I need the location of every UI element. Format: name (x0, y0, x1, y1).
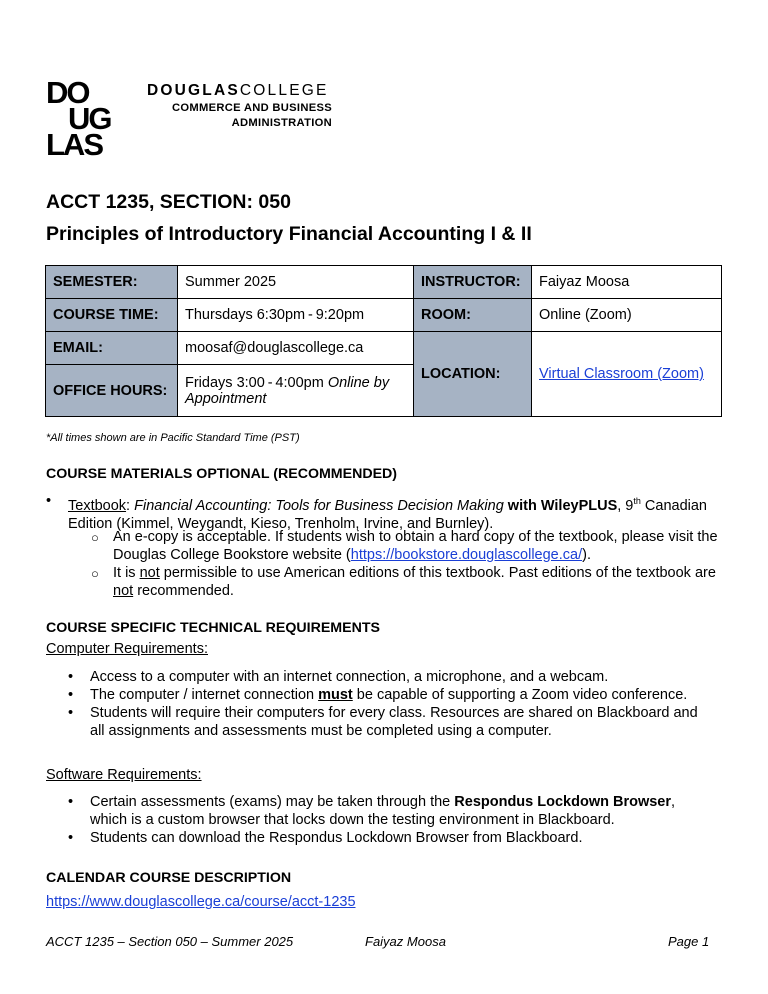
course-info-table (45, 265, 722, 417)
computer-req-1: Access to a computer with an internet connection, a microphone, and a webcam. (90, 669, 609, 685)
editions-item: It is not permissible to use American editions of this textbook. Past editions of the textbook are not recommended. (113, 565, 716, 599)
computer-req-3: Students will require their computers for every class. Resources are shared on Blackboard and all assignments and assessments must be completed using a computer. (90, 705, 698, 739)
logo-mark-line: DO (46, 75, 89, 110)
logo-mark (46, 75, 126, 162)
bullet-icon: • (68, 794, 74, 810)
bullet-icon: • (46, 493, 52, 509)
tech-heading: COURSE SPECIFIC TECHNICAL REQUIREMENTS (46, 620, 380, 636)
email-value: moosaf@douglascollege.ca (178, 332, 414, 365)
logo-mark-line: UG (68, 101, 111, 136)
college-name: DOUGLASCOLLEGE (147, 82, 329, 99)
software-req-2: Students can download the Respondus Lockdown Browser from Blackboard. (90, 830, 583, 846)
materials-heading: COURSE MATERIALS OPTIONAL (RECOMMENDED) (46, 466, 398, 482)
logo-mark-line: LAS (46, 127, 102, 162)
footer-course: ACCT 1235 – Section 050 – Summer 2025 (46, 934, 294, 949)
sub-bullet-icon: ○ (91, 530, 99, 545)
instructor-value: Faiyaz Moosa (532, 266, 722, 299)
computer-req-2: The computer / internet connection must be capable of supporting a Zoom video conference. (90, 687, 688, 703)
bullet-icon: • (68, 830, 74, 846)
instructor-label: INSTRUCTOR: (414, 266, 532, 299)
software-req-1: Certain assessments (exams) may be taken through the Respondus Lockdown Browser, which is a custom browser that locks down the testing environment in Blackboard. (90, 794, 676, 828)
course-title-heading: Principles of Introductory Financial Accounting I & II (46, 223, 532, 245)
office-hours-label: OFFICE HOURS: (46, 365, 178, 417)
calendar-heading: CALENDAR COURSE DESCRIPTION (46, 870, 292, 886)
course-time-value: Thursdays 6:30pm - 9:20pm (178, 299, 414, 332)
semester-label: SEMESTER: (46, 266, 178, 299)
bullet-icon: • (68, 687, 74, 703)
email-label: EMAIL: (46, 332, 178, 365)
calendar-link[interactable]: https://www.douglascollege.ca/course/acct-1235 (46, 894, 356, 910)
bookstore-link[interactable]: https://bookstore.douglascollege.ca/ (350, 547, 583, 563)
semester-value: Summer 2025 (178, 266, 414, 299)
bullet-icon: • (68, 669, 74, 685)
bullet-icon: • (68, 705, 74, 721)
ecopy-item: An e-copy is acceptable. If students wish to obtain a hard copy of the textbook, please visit the Douglas College Bookstore website (https://bookstore.douglascollege.ca/). (113, 529, 718, 563)
sub-bullet-icon: ○ (91, 566, 99, 581)
office-hours-value: Fridays 3:00 - 4:00pm Online by Appointment (178, 365, 414, 417)
textbook-item: Textbook: Financial Accounting: Tools for Business Decision Making with WileyPLUS, 9th Canadian Edition (Kimmel, Weygandt, Kieso, Trenholm, Irvine, and Burnley). (68, 496, 707, 532)
room-value: Online (Zoom) (532, 299, 722, 332)
footer-page-number: Page 1 (668, 934, 710, 949)
location-link[interactable]: Virtual Classroom (Zoom) (539, 366, 704, 382)
location-cell (532, 332, 722, 417)
course-time-label: COURSE TIME: (46, 299, 178, 332)
computer-requirements-label: Computer Requirements: (46, 641, 208, 657)
course-code-heading: ACCT 1235, SECTION: 050 (46, 191, 291, 213)
time-zone-note: *All times shown are in Pacific Standard Time (PST) (46, 432, 300, 444)
footer-instructor: Faiyaz Moosa (365, 934, 446, 949)
department-name: COMMERCE AND BUSINESS ADMINISTRATION (171, 102, 332, 129)
software-requirements-label: Software Requirements: (46, 767, 202, 783)
location-label: LOCATION: (414, 332, 532, 417)
room-label: ROOM: (414, 299, 532, 332)
